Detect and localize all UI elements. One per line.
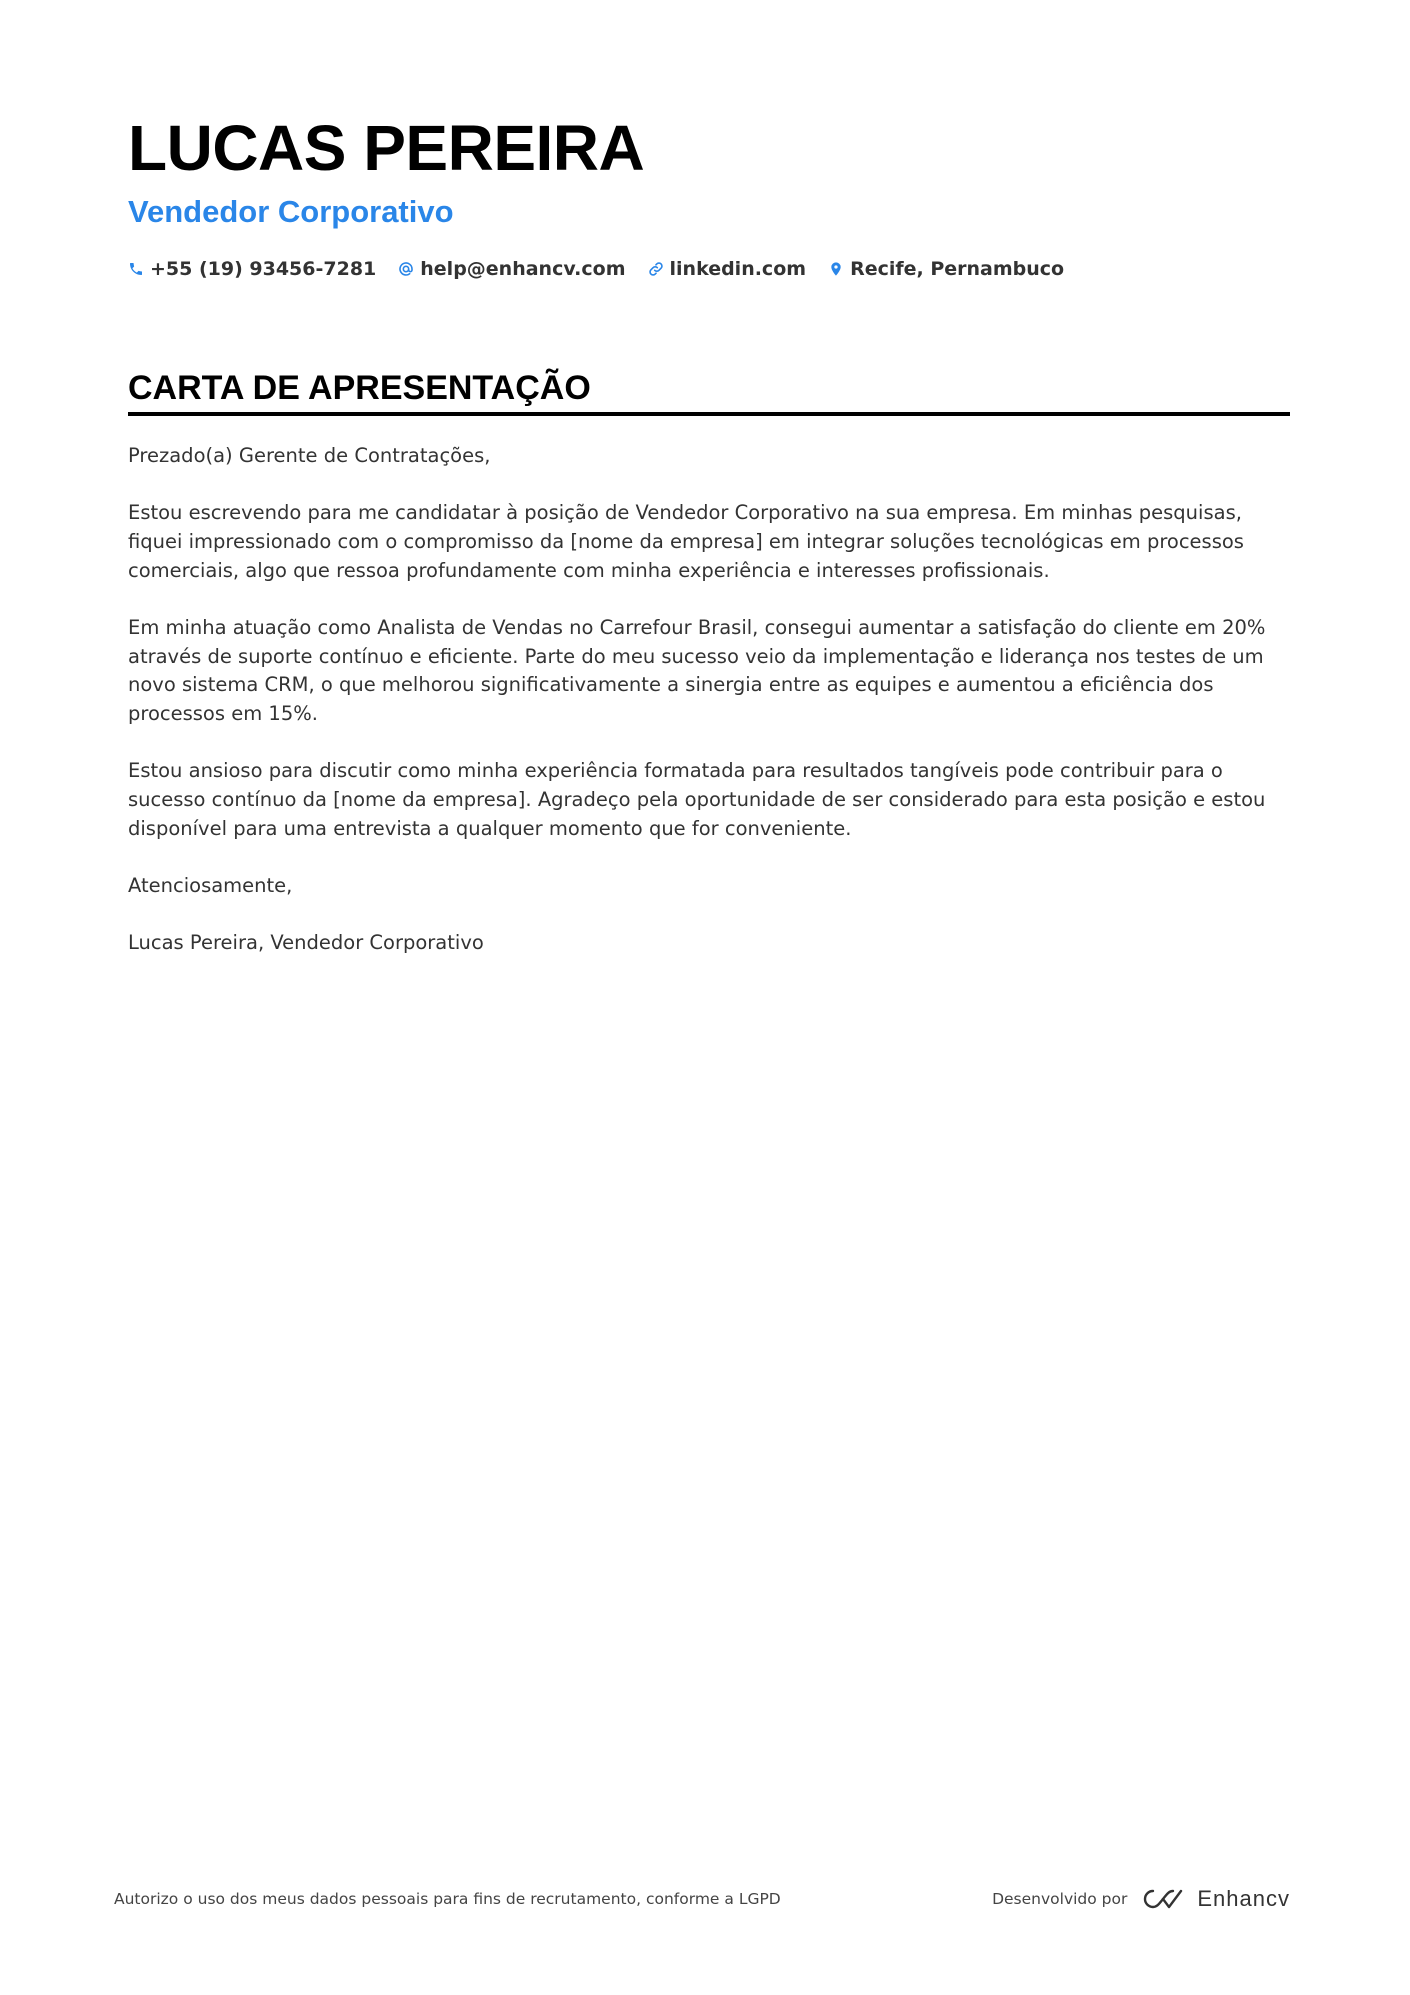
contact-linkedin-text: linkedin.com: [669, 258, 807, 280]
candidate-role: Vendedor Corporativo: [128, 194, 454, 229]
letter-header: [128, 110, 1288, 280]
phone-icon: [128, 261, 144, 277]
letter-closing: Atenciosamente,: [128, 873, 293, 897]
location-pin-icon: [828, 261, 844, 277]
at-icon: [398, 261, 414, 277]
letter-paragraph-3: Estou ansioso para discutir como minha experiência formatada para resultados tangíveis pode contribuir para o sucesso contínuo da [nome da empresa]. Agradeço pela oportunidade de ser considerado para esta posição e estou disponível para uma entrevista a qualquer momento que for conveniente.: [128, 759, 1266, 840]
contact-bar: [128, 258, 1288, 280]
cover-letter-section: [128, 366, 1290, 986]
letter-greeting: Prezado(a) Gerente de Contratações,: [128, 444, 491, 467]
powered-by-label: Desenvolvido por: [992, 1890, 1128, 1908]
letter-paragraph-1: Estou escrevendo para me candidatar à posição de Vendedor Corporativo na sua empresa. Em minhas pesquisas, fiquei impressionado com o compromisso da [nome da empresa] em integrar soluções tecnológicas em processos comerciais, algo que ressoa profundamente com minha experiência e interesses profissionais.: [128, 501, 1244, 582]
contact-phone[interactable]: [128, 258, 376, 280]
candidate-name: LUCAS PEREIRA: [128, 112, 645, 184]
contact-email[interactable]: [398, 258, 625, 280]
consent-text: Autorizo o uso dos meus dados pessoais para fins de recrutamento, conforme a LGPD: [114, 1890, 781, 1908]
contact-location-text: Recife, Pernambuco: [850, 258, 1065, 280]
link-icon: [648, 261, 664, 277]
page-footer: [114, 1886, 1290, 1912]
powered-by[interactable]: [992, 1886, 1290, 1912]
enhancv-logo-icon: [1139, 1887, 1187, 1911]
letter-paragraph-2: Em minha atuação como Analista de Vendas no Carrefour Brasil, consegui aumentar a satisfação do cliente em 20% através de suporte contínuo e eficiente. Parte do meu sucesso veio da implementação e liderança nos testes de um novo sistema CRM, o que melhorou significativamente a sinergia entre as equipes e aumentou a eficiência dos processos em 15%.: [128, 615, 1266, 725]
section-title: CARTA DE APRESENTAÇÃO: [128, 366, 1290, 416]
enhancv-wordmark: Enhancv: [1197, 1886, 1290, 1911]
contact-phone-text: +55 (19) 93456-7281: [150, 258, 377, 280]
contact-linkedin[interactable]: [648, 258, 807, 280]
letter-body: [128, 442, 1290, 958]
letter-signature: Lucas Pereira, Vendedor Corporativo: [128, 930, 484, 954]
contact-location: [828, 258, 1064, 280]
contact-email-text: help@enhancv.com: [420, 258, 626, 280]
enhancv-logo: [1139, 1886, 1290, 1912]
